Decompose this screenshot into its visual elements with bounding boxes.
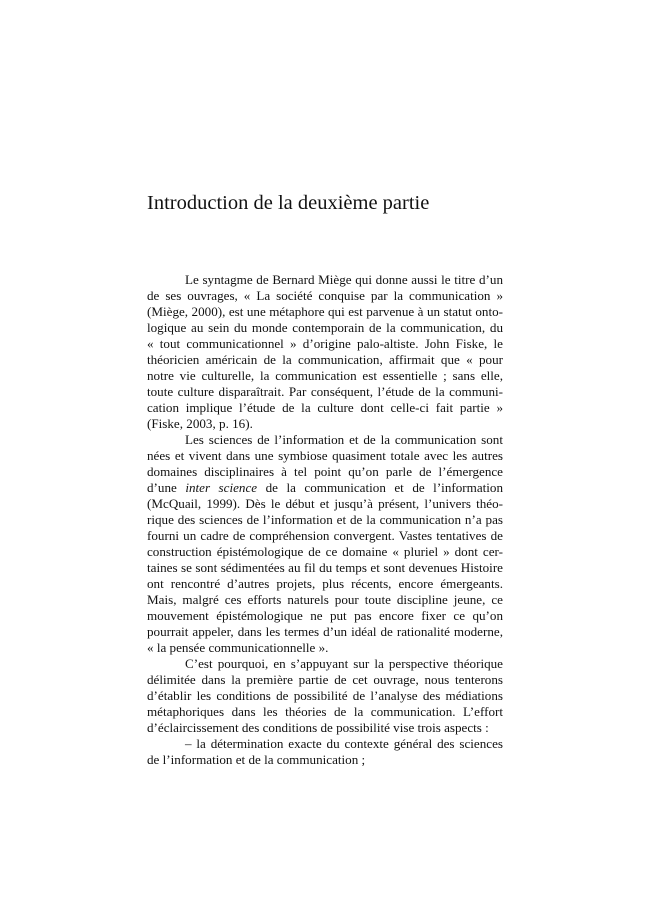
text-line: théoricien américain de la communication, affirmait que « pour xyxy=(147,352,503,367)
text-line: rique des sciences de l’information et de la communication n’a pas xyxy=(147,512,503,527)
text-line: (Fiske, 2003, p. 16). xyxy=(147,416,253,431)
text-line: construction épistémologique de ce domaine « pluriel » dont cer- xyxy=(147,544,503,559)
text-line: (Miège, 2000), est une métaphore qui est parvenue à un statut onto- xyxy=(147,304,503,319)
text-line: taines se sont sédimentées au fil du temps et sont devenues Histoire xyxy=(147,560,503,575)
text-line-with-italic xyxy=(147,480,503,496)
text-line: Le syntagme de Bernard Miège qui donne aussi le titre d’un xyxy=(185,272,503,287)
text-line: ont rencontré d’autres projets, plus récents, encore émergeants. xyxy=(147,576,503,591)
text-line: « tout communicationnel » d’origine palo-altiste. John Fiske, le xyxy=(147,336,503,351)
paragraph-3 xyxy=(147,656,503,736)
text-segment: de la communication et de l’information xyxy=(257,480,504,495)
text-line: – la détermination exacte du contexte général des sciences xyxy=(185,736,503,751)
text-line: (McQuail, 1999). Dès le début et jusqu’à présent, l’univers théo- xyxy=(147,496,503,511)
text-line: de l’information et de la communication ; xyxy=(147,752,366,767)
body-text xyxy=(147,272,503,768)
text-line: d’établir les conditions de possibilité de l’analyse des médiations xyxy=(147,688,503,703)
text-segment: d’une xyxy=(147,480,186,495)
text-line: fourni un cadre de compréhension convergent. Vastes tentatives de xyxy=(147,528,503,543)
text-line: notre vie culturelle, la communication est essentielle ; sans elle, xyxy=(147,368,503,383)
text-line: de ses ouvrages, « La société conquise par la communication » xyxy=(147,288,503,303)
italic-term: inter science xyxy=(185,480,258,495)
paragraph-1 xyxy=(147,272,503,432)
text-line: logique au sein du monde contemporain de la communication, du xyxy=(147,320,503,335)
text-line: domaines disciplinaires à tel point qu’on parle de l’émergence xyxy=(147,464,503,479)
paragraph-2 xyxy=(147,432,503,656)
text-line: d’éclaircissement des conditions de possibilité vise trois aspects : xyxy=(147,720,489,735)
text-line: Mais, malgré ces efforts naturels pour toute discipline jeune, ce xyxy=(147,592,503,607)
text-line: « la pensée communicationnelle ». xyxy=(147,640,329,655)
text-line: toute culture disparaîtrait. Par conséquent, l’étude de la communi- xyxy=(147,384,503,399)
text-line: Les sciences de l’information et de la communication sont xyxy=(185,432,503,447)
text-line: délimitée dans la première partie de cet ouvrage, nous tenterons xyxy=(147,672,503,687)
text-line: pourrait appeler, dans les termes d’un idéal de rationalité moderne, xyxy=(147,624,503,639)
text-line: métaphoriques dans les théories de la communication. L’effort xyxy=(147,704,503,719)
text-line: mouvement épistémologique ne put pas encore fixer ce qu’on xyxy=(147,608,503,623)
list-item xyxy=(147,736,503,768)
text-line: C’est pourquoi, en s’appuyant sur la perspective théorique xyxy=(185,656,503,671)
text-line: cation implique l’étude de la culture dont celle-ci fait partie » xyxy=(147,400,503,415)
text-line: nées et vivent dans une symbiose quasiment totale avec les autres xyxy=(147,448,503,463)
chapter-title: Introduction de la deuxième partie xyxy=(147,192,430,214)
